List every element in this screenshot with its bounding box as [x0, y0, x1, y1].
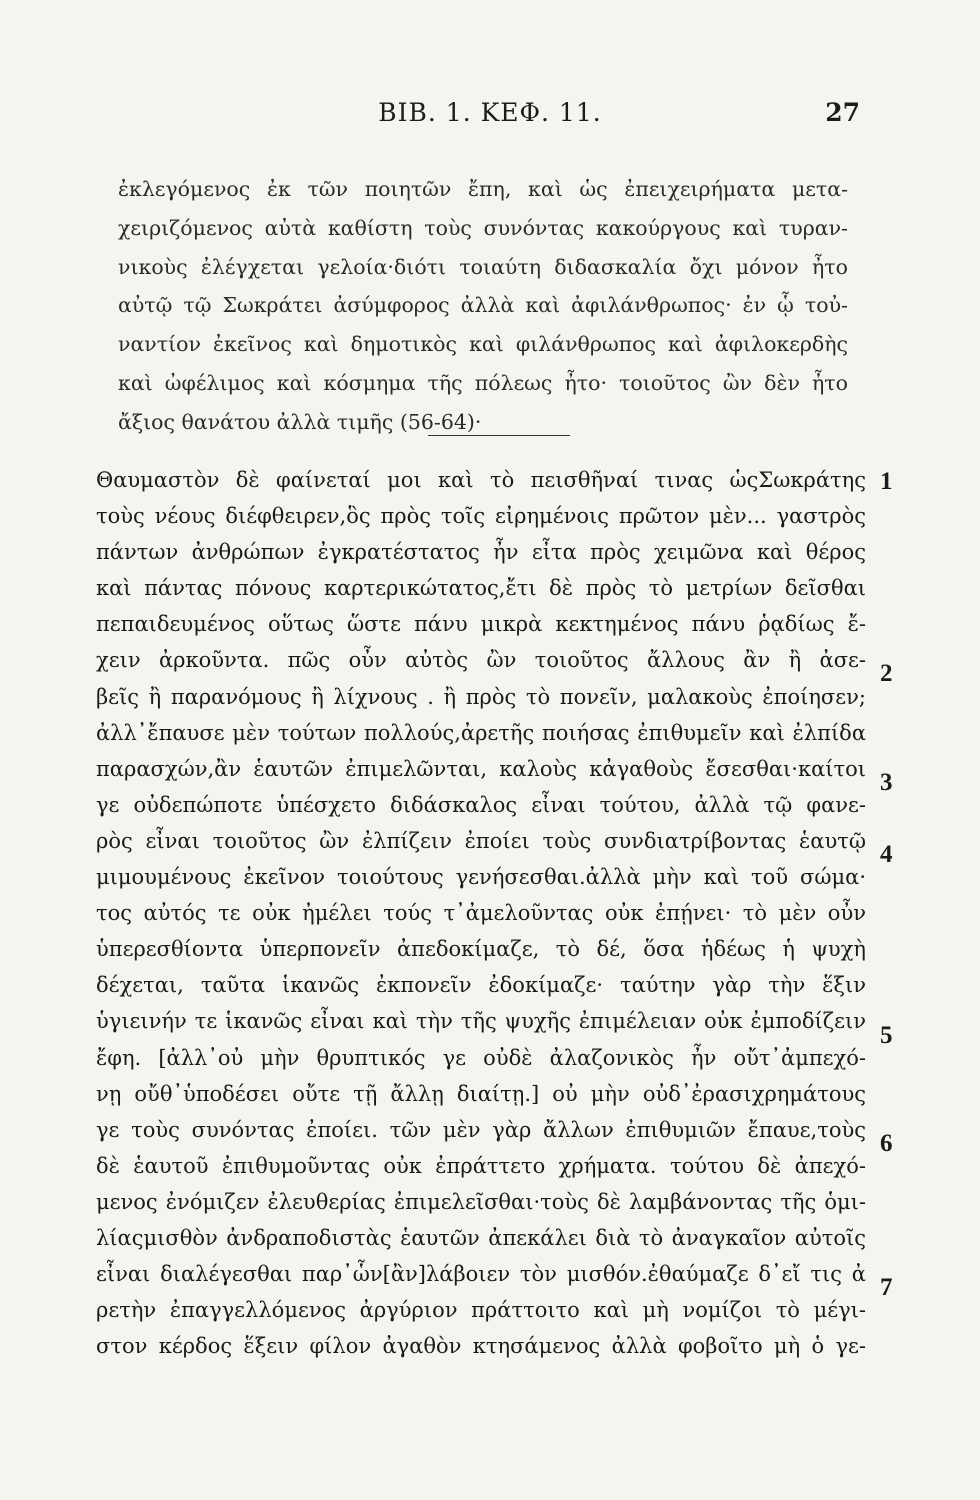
running-head: ΒΙΒ. 1. ΚΕΦ. 11.	[378, 98, 602, 127]
text-line: ἔφη. [ἀλλ᾽οὐ μὴν θρυπτικός γε οὐδὲ ἀλαζονικὸς ἦν οὔτ᾽ἀμπεχό-	[96, 1045, 866, 1070]
section-number: 6	[880, 1130, 893, 1157]
section-divider	[428, 435, 570, 436]
summary-line: νικοὺς ἐλέγχεται γελοία·διότι τοιαύτη διδασκαλία ὄχι μόνον ἦτο	[118, 254, 848, 279]
summary-line: αὐτῷ τῷ Σωκράτει ἀσύμφορος ἀλλὰ καὶ ἀφιλάνθρωπος· ἐν ᾧ τοὐ-	[118, 293, 848, 318]
summary-line: ἐκλεγόμενος ἐκ τῶν ποιητῶν ἔπη, καὶ ὡς ἐπειχειρήματα μετα-	[118, 177, 848, 201]
text-line: εἶναι διαλέγεσθαι παρ᾽ὧν[ἂν]λάβοιεν τὸν μισθόν.ἐθαύμαζε δ᾽εἴ τις ἀ	[96, 1262, 866, 1287]
text-line: παρασχών,ἂν ἑαυτῶν ἐπιμελῶνται, καλοὺς κἀγαθοὺς ἔσεσθαι·καίτοι	[96, 756, 866, 781]
text-line: μιμουμένους ἐκεῖνον τοιούτους γενήσεσθαι.ἀλλὰ μὴν καὶ τοῦ σώμα·	[96, 865, 866, 890]
section-number: 5	[880, 1022, 893, 1049]
text-line: γε τοὺς συνόντας ἐποίει. τῶν μὲν γὰρ ἄλλων ἐπιθυμιῶν ἔπαυε,τοὺς	[96, 1117, 866, 1142]
main-text	[96, 462, 866, 1364]
text-line: δέχεται, ταῦτα ἱκανῶς ἐκπονεῖν ἐδοκίμαζε· ταύτην γὰρ τὴν ἕξιν	[96, 973, 866, 998]
text-line: ὑπερεσθίοντα ὑπερπονεῖν ἀπεδοκίμαζε, τὸ δέ, ὅσα ἡδέως ἡ ψυχὴ	[96, 937, 866, 962]
text-line: στον κέρδος ἕξειν φίλον ἀγαθὸν κτησάμενος ἀλλὰ φοβοῖτο μὴ ὁ γε-	[96, 1334, 866, 1359]
section-number: 1	[880, 468, 893, 495]
text-line: τοὺς νέους διέφθειρεν,ὃς πρὸς τοῖς εἰρημένοις πρῶτον μὲν... γαστρὸς	[96, 504, 866, 529]
section-number: 2	[880, 660, 893, 687]
text-line: ὑγιεινήν τε ἱκανῶς εἶναι καὶ τὴν τῆς ψυχῆς ἐπιμέλειαν οὐκ ἐμποδίζειν	[96, 1009, 866, 1034]
text-line: νῃ οὔθ᾽ὑποδέσει οὔτε τῇ ἄλλῃ διαίτῃ.] οὐ μὴν οὐδ᾽ἐρασιχρημάτους	[96, 1081, 866, 1106]
text-line: ἀλλ᾽ἔπαυσε μὲν τούτων πολλούς,ἀρετῆς ποιήσας ἐπιθυμεῖν καὶ ἐλπίδα	[96, 720, 866, 745]
page-header	[120, 98, 860, 138]
summary-line: χειριζόμενος αὐτὰ καθίστη τοὺς συνόντας κακούργους καὶ τυραν-	[118, 215, 848, 240]
section-number: 3	[880, 769, 893, 796]
section-number: 4	[880, 841, 893, 868]
text-line: τος αὐτός τε οὐκ ἠμέλει τούς τ᾽ἀμελοῦντας οὐκ ἐπῄνει· τὸ μὲν οὖν	[96, 901, 866, 926]
text-line: Θαυμαστὸν δὲ φαίνεταί μοι καὶ τὸ πεισθῆναί τινας ὡςΣωκράτης	[96, 468, 866, 492]
text-line: ρετὴν ἐπαγγελλόμενος ἀργύριον πράττοιτο καὶ μὴ νομίζοι τὸ μέγι-	[96, 1298, 866, 1323]
text-line: ρὸς εἶναι τοιοῦτος ὢν ἐλπίζειν ἐποίει τοὺς συνδιατρίβοντας ἑαυτῷ	[96, 828, 866, 853]
text-line: πάντων ἀνθρώπων ἐγκρατέστατος ἦν εἶτα πρὸς χειμῶνα καὶ θέρος	[96, 540, 866, 565]
summary-line: ἄξιος θανάτου ἀλλὰ τιμῆς (56-64)·	[118, 409, 482, 434]
text-line: χειν ἀρκοῦντα. πῶς οὖν αὐτὸς ὢν τοιοῦτος ἄλλους ἂν ἢ ἀσε-	[96, 648, 866, 673]
text-line: βεῖς ἢ παρανόμους ἢ λίχνους . ἢ πρὸς τὸ πονεῖν, μαλακοὺς ἐποίησεν;	[96, 684, 866, 709]
section-number: 7	[880, 1274, 893, 1301]
page-number: 27	[825, 98, 860, 127]
text-line: λίαςμισθὸν ἀνδραποδιστὰς ἑαυτῶν ἀπεκάλει διὰ τὸ ἀναγκαῖον αὐτοῖς	[96, 1225, 866, 1250]
summary-line: ναντίον ἐκεῖνος καὶ δημοτικὸς καὶ φιλάνθρωπος καὶ ἀφιλοκερδὴς	[118, 332, 848, 357]
text-line: καὶ πάντας πόνους καρτερικώτατος,ἔτι δὲ πρὸς τὸ μετρίων δεῖσθαι	[96, 576, 866, 601]
chapter-summary	[118, 170, 848, 442]
summary-line: καὶ ὠφέλιμος καὶ κόσμημα τῆς πόλεως ἦτο· τοιοῦτος ὢν δὲν ἦτο	[118, 370, 848, 395]
text-line: γε οὐδεπώποτε ὑπέσχετο διδάσκαλος εἶναι τούτου, ἀλλὰ τῷ φανε-	[96, 792, 866, 817]
text-line: μενος ἐνόμιζεν ἐλευθερίας ἐπιμελεῖσθαι·τοὺς δὲ λαμβάνοντας τῆς ὁμι-	[96, 1189, 866, 1214]
text-line: πεπαιδευμένος οὕτως ὥστε πάνυ μικρὰ κεκτημένος πάνυ ῥᾳδίως ἔ-	[96, 612, 866, 637]
text-line: δὲ ἑαυτοῦ ἐπιθυμοῦντας οὐκ ἐπράττετο χρήματα. τούτου δὲ ἀπεχό-	[96, 1153, 866, 1178]
